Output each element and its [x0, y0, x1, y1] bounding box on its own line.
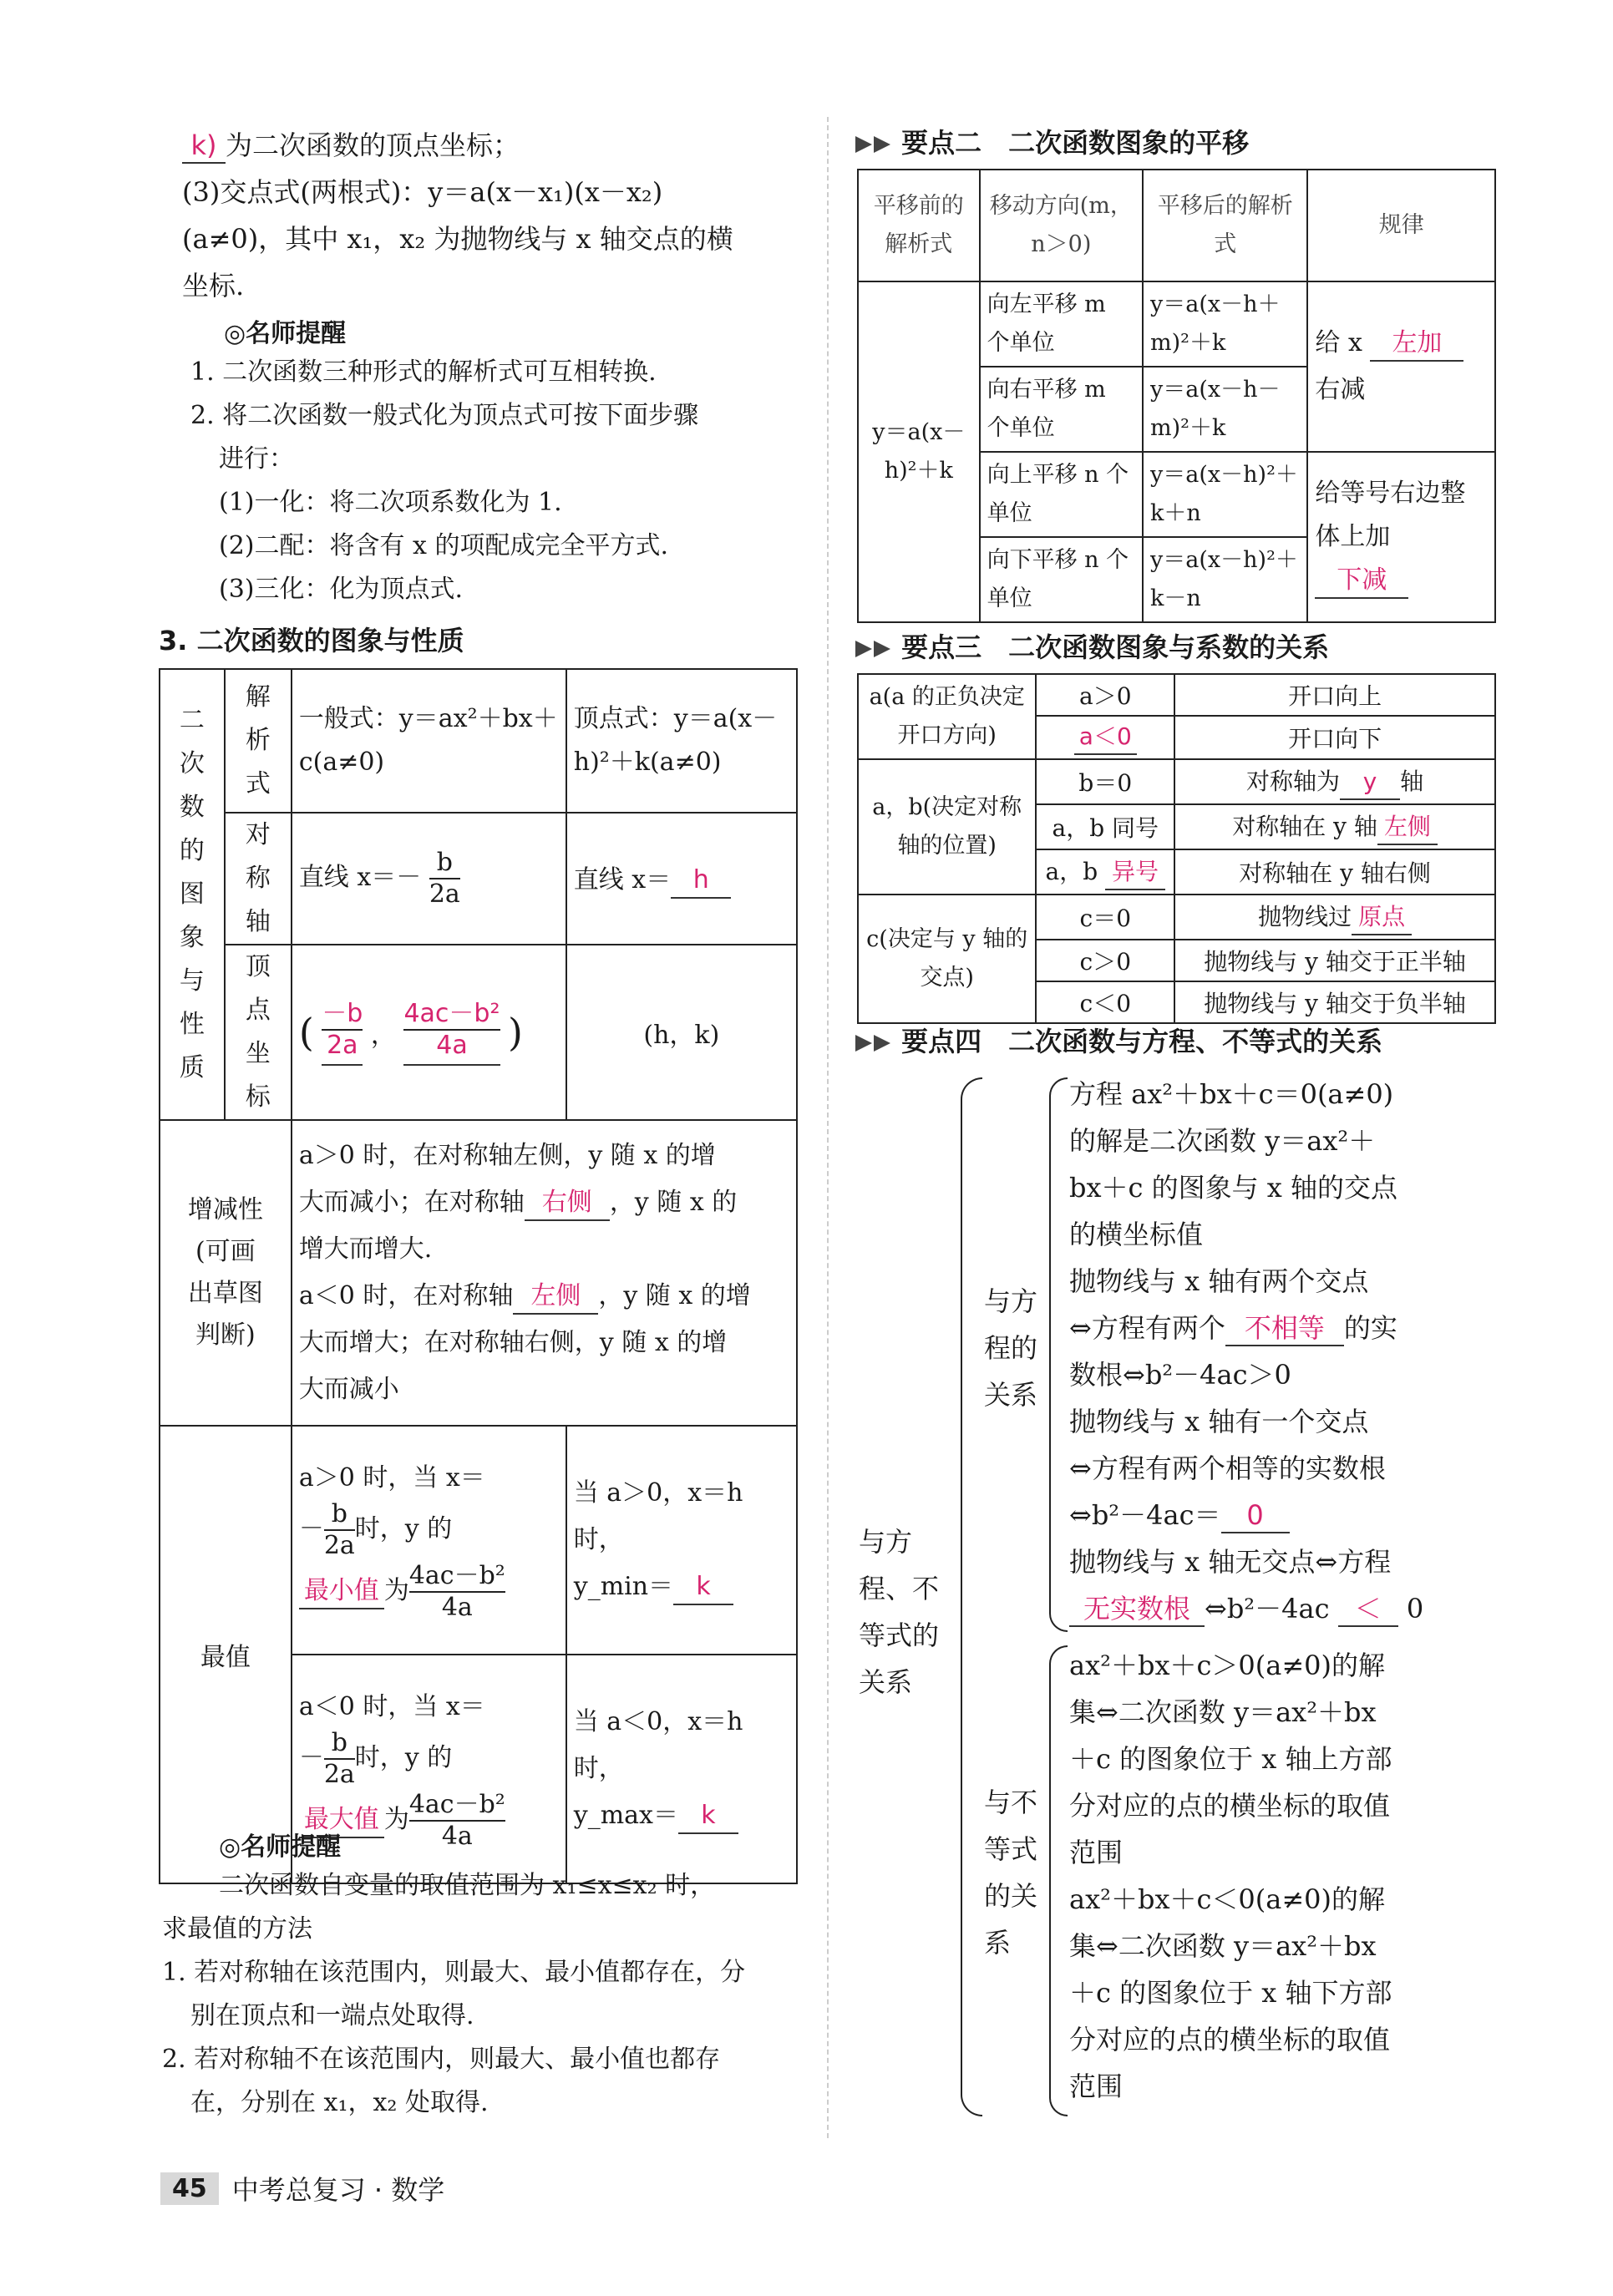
mono-label: 增减性(可画出草图判断)	[160, 1120, 292, 1426]
left-line-3: 坐标.	[182, 270, 245, 302]
left-line-0: k) 为二次函数的顶点坐标；	[182, 122, 520, 169]
coef-a-label: a(a 的正负决定开口方向)	[858, 674, 1036, 759]
shift-dir-3: 向下平移 n 个单位	[980, 537, 1143, 622]
coef-ab-cond-2: a，b 异号	[1036, 849, 1174, 895]
answer-less-than: ＜	[1338, 1592, 1398, 1627]
section-marker-icon	[855, 641, 872, 657]
coef-ab-res-2: 对称轴在 y 轴右侧	[1174, 849, 1495, 895]
shift-header-0: 平移前的解析式	[858, 170, 980, 281]
tip2-line-3: 别在顶点和一端点处取得.	[190, 2001, 474, 2030]
shift-dir-0: 向左平移 m 个单位	[980, 281, 1143, 367]
answer-ymax: k	[678, 1799, 738, 1834]
answer-left-side: 左侧	[513, 1280, 598, 1315]
left-line-1: (3)交点式(两根式)：y＝a(x－x₁)(x－x₂)	[182, 176, 663, 208]
group-label: 二次数的图象与性质	[160, 669, 225, 1120]
tip1-item-3: (1)一化：将二次项系数化为 1.	[219, 488, 562, 517]
max-a-neg: a＜0 时，当 x＝ － $\frac{b}{2a}$ 时，y 的 最大值 为 $\frac{\text{4ac－b²}}{4a}$	[292, 1655, 566, 1883]
answer-k: k)	[182, 129, 226, 164]
section-marker-icon	[855, 136, 872, 153]
shift-table	[857, 169, 1496, 623]
vertex-form: 顶点式：y＝a(x－h)²＋k(a≠0)	[566, 669, 797, 813]
answer-left: 左侧	[1377, 810, 1438, 845]
coef-ab-cond-1: a，b 同号	[1036, 804, 1174, 849]
tip2-line-2: 1. 若对称轴在该范围内，则最大、最小值都存在，分	[162, 1958, 746, 1987]
axis-vertex: 直线 x＝ h	[566, 813, 797, 945]
book-title: 中考总复习 · 数学	[231, 2174, 445, 2206]
answer-opposite-sign: 异号	[1105, 855, 1165, 890]
tip2-line-4: 2. 若对称轴不在该范围内，则最大、最小值也都存	[162, 2045, 721, 2074]
tip2-line-0: 二次函数自变量的取值范围为 x₁≤x≤x₂ 时，	[219, 1871, 716, 1900]
coef-c-cond-0: c＝0	[1036, 895, 1174, 940]
properties-table	[159, 668, 798, 1884]
shift-header-1: 移动方向(m，n＞0)	[980, 170, 1143, 281]
tip1-item-4: (2)二配：将含有 x 的项配成完全平方式.	[219, 531, 669, 560]
tip1-item-0: 1. 二次函数三种形式的解析式可互相转换.	[190, 357, 657, 387]
shift-after-2: y＝a(x－h)²＋k＋n	[1143, 452, 1307, 537]
shift-rule-1: 给 x 左加 右减	[1307, 281, 1495, 452]
shift-header-2: 平移后的解析式	[1143, 170, 1307, 281]
coef-ab-cond-0: b＝0	[1036, 759, 1174, 804]
jiexishi-label: 解析式	[225, 669, 292, 813]
answer-left-add: 左加	[1370, 327, 1463, 362]
max-right-pos: 当 a＞0，x＝h 时， y_min＝ k	[566, 1426, 797, 1655]
answer-a-lt-0: a＜0	[1074, 720, 1137, 755]
inequality-text: ax²＋bx＋c＞0(a≠0)的解 集⇔二次函数 y＝ax²＋bx ＋c 的图象位于 x 轴上方部 分对应的点的横坐标的取值 范围 ax²＋bx＋c＜0(a≠0)的解 集⇔二次函数 y＝ax²＋bx ＋c 的图象位于 x 轴下方部 分对应的点的横坐标的取值 范围	[1069, 1650, 1392, 2102]
coef-a-res-1: 开口向下	[1174, 716, 1495, 759]
shift-dir-2: 向上平移 n 个单位	[980, 452, 1143, 537]
max-right-neg: 当 a＜0，x＝h 时， y_max＝ k	[566, 1655, 797, 1883]
vertex-label: 顶点坐标	[225, 945, 292, 1120]
coef-c-cond-1: c＞0	[1036, 940, 1174, 981]
answer-down-subtract: 下减	[1315, 564, 1408, 599]
section3-title: 3. 二次函数的图象与性质	[159, 625, 464, 656]
coef-c-res-0: 抛物线过 原点	[1174, 895, 1495, 940]
coef-ab-label: a，b(决定对称轴的位置)	[858, 759, 1036, 895]
shift-after-3: y＝a(x－h)²＋k－n	[1143, 537, 1307, 622]
coef-a-cond-1	[1036, 716, 1174, 759]
shift-after-0: y＝a(x－h＋m)²＋k	[1143, 281, 1307, 367]
vertex-ans-1: $\frac{-b}{2a}$	[322, 999, 363, 1066]
tip2-line-5: 在，分别在 x₁，x₂ 处取得.	[190, 2088, 489, 2117]
vertex-hk: (h，k)	[566, 945, 797, 1120]
coef-ab-res-1: 对称轴在 y 轴 左侧	[1174, 804, 1495, 849]
max-label: 最值	[160, 1426, 292, 1883]
equation-label: 与方程的关系	[984, 1285, 1038, 1411]
root-brace	[961, 1077, 982, 2116]
tip1-title: ◎名师提醒	[224, 319, 347, 348]
max-a-pos: a＞0 时，当 x＝ － $\frac{b}{2a}$ 时，y 的 最小值 为 $\frac{\text{4ac－b²}}{4a}$	[292, 1426, 566, 1655]
equation-text: 方程 ax²＋bx＋c＝0(a≠0) 的解是二次函数 y＝ax²＋ bx＋c 的图象与 x 轴的交点 的横坐标值 抛物线与 x 轴有两个交点 ⇔方程有两个 不相等 的实 数根⇔b²－4ac＞0 抛物线与 x 轴有一个交点 ⇔方程有两个相等的实数根 ⇔b²－4ac＝ 0 抛物线与 x 轴无交点⇔方程 无实数根 ⇔b²－4ac ＜ 0	[1069, 1071, 1423, 1632]
shift-dir-1: 向右平移 m 个单位	[980, 367, 1143, 452]
tip1-item-1: 2. 将二次函数一般式化为顶点式可按下面步骤	[190, 401, 699, 430]
answer-zero: 0	[1221, 1498, 1290, 1533]
page-number: 45	[160, 2172, 219, 2205]
answer-max-value: 最大值	[299, 1803, 384, 1838]
fraction-b-2a: $\frac{b}{2a}$	[429, 848, 460, 909]
tip2-title: ◎名师提醒	[219, 1832, 342, 1862]
section-marker-icon	[874, 136, 890, 153]
coef-table	[857, 673, 1496, 1024]
coef-c-res-2: 抛物线与 y 轴交于负半轴	[1174, 981, 1495, 1023]
coef-ab-res-0: 对称轴为 y 轴	[1174, 759, 1495, 804]
inequality-label: 与不等式的关系	[984, 1787, 1038, 1959]
equation-brace	[1049, 1077, 1068, 1632]
coef-c-cond-2: c＜0	[1036, 981, 1174, 1023]
answer-origin: 原点	[1352, 900, 1412, 935]
coef-a-res-0: 开口向上	[1174, 674, 1495, 716]
section2-title: 要点二 二次函数图象的平移	[855, 122, 1249, 160]
coef-a-cond-0: a＞0	[1036, 674, 1174, 716]
answer-min-value: 最小值	[299, 1574, 384, 1609]
coef-c-label: c(决定与 y 轴的交点)	[858, 895, 1036, 1023]
general-form: 一般式：y＝ax²＋bx＋c(a≠0)	[292, 669, 566, 813]
coef-c-res-1: 抛物线与 y 轴交于正半轴	[1174, 940, 1495, 981]
section4-title: 要点四 二次函数与方程、不等式的关系	[855, 1021, 1382, 1059]
footer	[160, 2170, 444, 2207]
left-line-2: (a≠0)，其中 x₁，x₂ 为抛物线与 x 轴交点的横	[182, 223, 733, 255]
axis-label: 对称轴	[225, 813, 292, 945]
section3-right-title: 要点三 二次函数图象与系数的关系	[855, 626, 1329, 665]
section-marker-icon	[855, 1035, 872, 1052]
answer-no-real-root: 无实数根	[1069, 1592, 1205, 1627]
vertex-ans-2: $\frac{\text{4ac－b²}}{4a}$	[403, 999, 500, 1066]
relation-root-label: 与方程、不等式的关系	[859, 1526, 940, 1698]
answer-y: y	[1340, 765, 1400, 800]
answer-right-side: 右侧	[525, 1186, 610, 1221]
tip1-item-5: (3)三化：化为顶点式.	[219, 575, 464, 604]
column-divider	[827, 117, 829, 2138]
tip2-line-1: 求最值的方法	[162, 1914, 312, 1944]
tip1-item-2: 进行：	[219, 444, 294, 474]
shift-before: y＝a(x－h)²＋k	[858, 281, 980, 622]
mono-content: a＞0 时，在对称轴左侧，y 随 x 的增 大而减小；在对称轴 右侧 ，y 随 x 的 增大而增大. a＜0 时，在对称轴 左侧 ，y 随 x 的增 大而增大；在对称轴右侧，y 随 x 的增 大而减小	[292, 1120, 797, 1426]
shift-header-3: 规律	[1307, 170, 1495, 281]
section-marker-icon	[874, 1035, 890, 1052]
vertex-general: ( $\frac{-b}{2a}$ ， $\frac{\text{4ac－b²}}{4a}$ )	[292, 945, 566, 1120]
inequality-brace	[1049, 1645, 1068, 2116]
shift-rule-2: 给等号右边整体上加 下减	[1307, 452, 1495, 622]
answer-unequal: 不相等	[1225, 1311, 1344, 1346]
section-marker-icon	[874, 641, 890, 657]
answer-h: h	[671, 864, 731, 899]
axis-general: 直线 x＝－ $\frac{b}{2a}$	[292, 813, 566, 945]
shift-after-1: y＝a(x－h－m)²＋k	[1143, 367, 1307, 452]
answer-ymin: k	[673, 1570, 733, 1605]
